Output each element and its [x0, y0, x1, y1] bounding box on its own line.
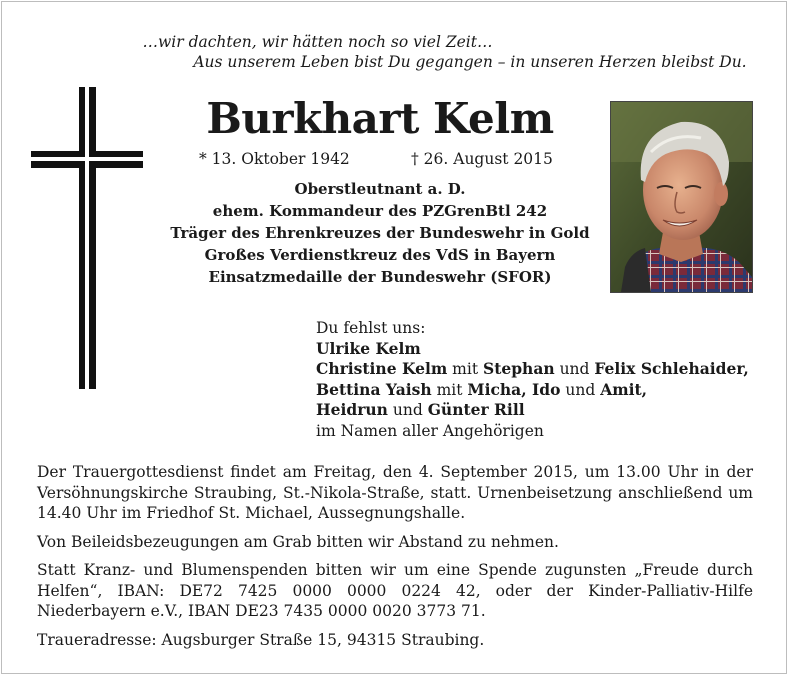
death-date: † 26. August 2015	[411, 150, 553, 168]
honor-line: Großes Verdienstkreuz des VdS in Bayern	[204, 246, 556, 264]
mourner-name: Ulrike Kelm	[316, 338, 421, 358]
mourner-name: Felix Schlehaider,	[594, 359, 749, 378]
connector-text: mit	[447, 360, 483, 378]
connector-text: mit	[431, 380, 468, 399]
donations-paragraph: Statt Kranz- und Blumenspenden bitten wir um eine Spende zugunsten „Freude durch Helfen“, IBAN: DE72 7425 0000 0000 0224 42, oder der Kinder-Palliativ-Hilfe Niederbayern e.V., IBAN DE23 7435 0000 0020 3773 71.	[37, 561, 753, 620]
mourner-line	[316, 400, 749, 421]
birth-date: * 13. Oktober 1942	[199, 150, 350, 168]
mourner-line	[316, 359, 749, 380]
cross-vertical-bar	[79, 87, 96, 389]
deceased-name: Burkhart Kelm	[206, 94, 554, 143]
condolences-paragraph: Von Beileidsbezeugungen am Grab bitten wir Abstand zu nehmen.	[37, 532, 559, 551]
mourners-intro: Du fehlst uns:	[316, 319, 426, 337]
connector-text: und	[387, 401, 428, 419]
mourner-name: Amit,	[600, 379, 648, 399]
mourners-block	[316, 318, 749, 441]
honor-line: Oberstleutnant a. D.	[294, 180, 466, 198]
honors-list	[150, 178, 610, 288]
mourner-name: Günter Rill	[427, 400, 525, 419]
notice-body	[37, 462, 753, 658]
mourner-name: Heidrun	[316, 400, 388, 419]
service-paragraph: Der Trauergottesdienst findet am Freitag, den 4. September 2015, um 13.00 Uhr in der Versöhnungskirche Straubing, St.-Nikola-Straße, statt. Urnenbeisetzung anschließend um 14.40 Uhr im Friedhof St. Michael, Aussegnungshalle.	[37, 463, 753, 522]
motto-line-2: Aus unserem Leben bist Du gegangen – in unseren Herzen bleibst Du.	[193, 53, 747, 71]
connector-text: und	[560, 380, 601, 399]
cross-center	[79, 151, 96, 168]
mourner-name: Bettina Yaish	[316, 379, 432, 399]
motto	[0, 32, 790, 72]
mourner-name: Christine Kelm	[316, 359, 448, 378]
cross-icon	[31, 87, 143, 389]
address-paragraph: Traueradresse: Augsburger Straße 15, 94315 Straubing.	[37, 630, 485, 649]
mourner-name: Micha, Ido	[467, 379, 561, 399]
mourner-line	[316, 380, 749, 401]
mourners-closing: im Namen aller Angehörigen	[316, 421, 544, 440]
mourner-name: Stephan	[483, 359, 555, 378]
honor-line: Träger des Ehrenkreuzes der Bundeswehr in Gold	[170, 224, 590, 242]
honor-line: ehem. Kommandeur des PZGrenBtl 242	[212, 202, 548, 220]
portrait-photo	[610, 101, 753, 293]
connector-text: und	[554, 360, 595, 378]
honor-line: Einsatzmedaille der Bundeswehr (SFOR)	[208, 268, 552, 286]
motto-line-1: …wir dachten, wir hätten noch so viel Zeit…	[142, 33, 493, 51]
